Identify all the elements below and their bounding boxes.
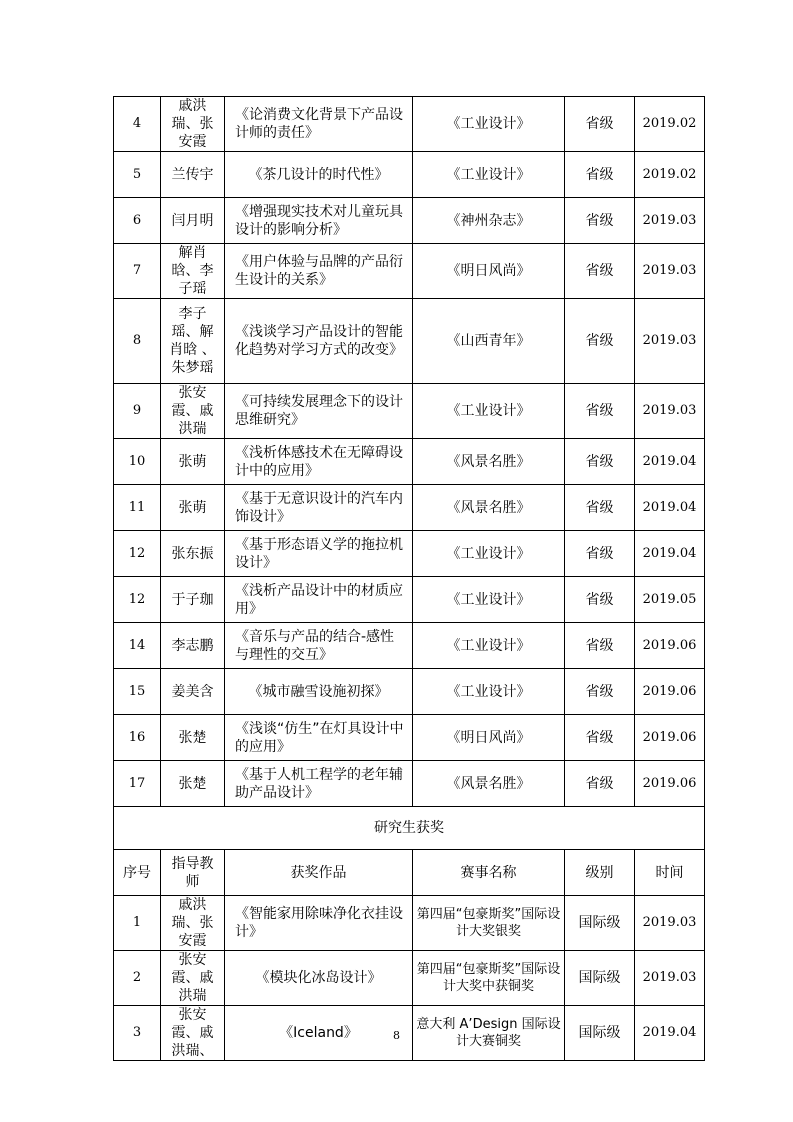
date-cell: 2019.06 bbox=[635, 669, 705, 715]
paper-row bbox=[114, 439, 705, 485]
paper-row bbox=[114, 152, 705, 198]
paper-row bbox=[114, 715, 705, 761]
date-cell: 2019.02 bbox=[635, 152, 705, 198]
award-header-row bbox=[114, 850, 705, 896]
header-no: 序号 bbox=[114, 850, 161, 896]
level-cell: 省级 bbox=[565, 439, 635, 485]
row-number: 14 bbox=[114, 623, 161, 669]
row-number: 6 bbox=[114, 198, 161, 244]
header-event: 赛事名称 bbox=[413, 850, 565, 896]
level-cell: 省级 bbox=[565, 531, 635, 577]
event-cell: 第四届“包豪斯奖”国际设计大奖银奖 bbox=[413, 896, 565, 951]
row-number: 12 bbox=[114, 531, 161, 577]
award-level-cell: 国际级 bbox=[565, 1006, 635, 1061]
level-cell: 省级 bbox=[565, 577, 635, 623]
journal-cell: 《工业设计》 bbox=[413, 97, 565, 152]
journal-cell: 《明日风尚》 bbox=[413, 715, 565, 761]
level-cell: 省级 bbox=[565, 198, 635, 244]
paper-title-cell: 《用户体验与品牌的产品衍生设计的关系》 bbox=[225, 244, 413, 299]
award-date-cell: 2019.03 bbox=[635, 951, 705, 1006]
award-row bbox=[114, 951, 705, 1006]
award-date-cell: 2019.03 bbox=[635, 896, 705, 951]
author-cell: 张楚 bbox=[161, 715, 225, 761]
paper-row bbox=[114, 384, 705, 439]
row-number: 9 bbox=[114, 384, 161, 439]
author-cell: 于子珈 bbox=[161, 577, 225, 623]
journal-cell: 《明日风尚》 bbox=[413, 244, 565, 299]
row-number: 12 bbox=[114, 577, 161, 623]
award-number: 1 bbox=[114, 896, 161, 951]
header-advisor: 指导教师 bbox=[161, 850, 225, 896]
journal-cell: 《风景名胜》 bbox=[413, 761, 565, 807]
paper-title-cell: 《基于形态语义学的拖拉机设计》 bbox=[225, 531, 413, 577]
row-number: 11 bbox=[114, 485, 161, 531]
paper-row bbox=[114, 299, 705, 384]
award-level-cell: 国际级 bbox=[565, 896, 635, 951]
level-cell: 省级 bbox=[565, 384, 635, 439]
date-cell: 2019.04 bbox=[635, 485, 705, 531]
paper-title-cell: 《城市融雪设施初探》 bbox=[225, 669, 413, 715]
level-cell: 省级 bbox=[565, 299, 635, 384]
work-cell: 《智能家用除味净化衣挂设计》 bbox=[225, 896, 413, 951]
author-cell: 解肖晗、李子瑶 bbox=[161, 244, 225, 299]
author-cell: 李志鹏 bbox=[161, 623, 225, 669]
page-number: 8 bbox=[393, 1029, 400, 1042]
row-number: 15 bbox=[114, 669, 161, 715]
paper-row bbox=[114, 97, 705, 152]
level-cell: 省级 bbox=[565, 152, 635, 198]
date-cell: 2019.03 bbox=[635, 198, 705, 244]
row-number: 10 bbox=[114, 439, 161, 485]
date-cell: 2019.06 bbox=[635, 761, 705, 807]
paper-title-cell: 《浅析体感技术在无障碍设计中的应用》 bbox=[225, 439, 413, 485]
date-cell: 2019.02 bbox=[635, 97, 705, 152]
author-cell: 戚洪瑞、张安霞 bbox=[161, 97, 225, 152]
row-number: 17 bbox=[114, 761, 161, 807]
event-cell: 第四届“包豪斯奖”国际设计大奖中获铜奖 bbox=[413, 951, 565, 1006]
author-cell: 张安霞、戚洪瑞 bbox=[161, 384, 225, 439]
author-cell: 张萌 bbox=[161, 439, 225, 485]
level-cell: 省级 bbox=[565, 761, 635, 807]
award-level-cell: 国际级 bbox=[565, 951, 635, 1006]
date-cell: 2019.03 bbox=[635, 244, 705, 299]
paper-row bbox=[114, 761, 705, 807]
section-title: 研究生获奖 bbox=[114, 807, 705, 850]
date-cell: 2019.03 bbox=[635, 299, 705, 384]
paper-row bbox=[114, 485, 705, 531]
level-cell: 省级 bbox=[565, 97, 635, 152]
journal-cell: 《神州杂志》 bbox=[413, 198, 565, 244]
level-cell: 省级 bbox=[565, 485, 635, 531]
journal-cell: 《工业设计》 bbox=[413, 384, 565, 439]
paper-title-cell: 《茶几设计的时代性》 bbox=[225, 152, 413, 198]
paper-title-cell: 《浅析产品设计中的材质应用》 bbox=[225, 577, 413, 623]
journal-cell: 《风景名胜》 bbox=[413, 485, 565, 531]
paper-title-cell: 《基于人机工程学的老年辅助产品设计》 bbox=[225, 761, 413, 807]
date-cell: 2019.06 bbox=[635, 715, 705, 761]
paper-title-cell: 《浅谈学习产品设计的智能化趋势对学习方式的改变》 bbox=[225, 299, 413, 384]
row-number: 7 bbox=[114, 244, 161, 299]
event-cell: 意大利 A’Design 国际设计大赛铜奖 bbox=[413, 1006, 565, 1061]
date-cell: 2019.04 bbox=[635, 439, 705, 485]
author-cell: 张萌 bbox=[161, 485, 225, 531]
author-cell: 李子瑶、解肖晗 、朱梦瑶 bbox=[161, 299, 225, 384]
section-header-row bbox=[114, 807, 705, 850]
journal-cell: 《山西青年》 bbox=[413, 299, 565, 384]
paper-row bbox=[114, 577, 705, 623]
paper-title-cell: 《音乐与产品的结合-感性与理性的交互》 bbox=[225, 623, 413, 669]
row-number: 4 bbox=[114, 97, 161, 152]
advisor-cell: 张安霞、戚洪瑞 bbox=[161, 951, 225, 1006]
header-level: 级别 bbox=[565, 850, 635, 896]
journal-cell: 《工业设计》 bbox=[413, 152, 565, 198]
level-cell: 省级 bbox=[565, 669, 635, 715]
work-cell: 《模块化冰岛设计》 bbox=[225, 951, 413, 1006]
award-row bbox=[114, 896, 705, 951]
level-cell: 省级 bbox=[565, 623, 635, 669]
award-number: 2 bbox=[114, 951, 161, 1006]
paper-row bbox=[114, 623, 705, 669]
level-cell: 省级 bbox=[565, 715, 635, 761]
header-date: 时间 bbox=[635, 850, 705, 896]
date-cell: 2019.06 bbox=[635, 623, 705, 669]
paper-row bbox=[114, 198, 705, 244]
achievements-table bbox=[113, 96, 705, 1061]
paper-title-cell: 《增强现实技术对儿童玩具设计的影响分析》 bbox=[225, 198, 413, 244]
award-date-cell: 2019.04 bbox=[635, 1006, 705, 1061]
paper-row bbox=[114, 669, 705, 715]
advisor-cell: 戚洪瑞、张安霞 bbox=[161, 896, 225, 951]
level-cell: 省级 bbox=[565, 244, 635, 299]
author-cell: 姜美含 bbox=[161, 669, 225, 715]
journal-cell: 《工业设计》 bbox=[413, 623, 565, 669]
award-number: 3 bbox=[114, 1006, 161, 1061]
work-cell: 《Iceland》 bbox=[225, 1006, 413, 1061]
author-cell: 张楚 bbox=[161, 761, 225, 807]
date-cell: 2019.03 bbox=[635, 384, 705, 439]
row-number: 16 bbox=[114, 715, 161, 761]
journal-cell: 《工业设计》 bbox=[413, 669, 565, 715]
paper-title-cell: 《基于无意识设计的汽车内饰设计》 bbox=[225, 485, 413, 531]
author-cell: 张东振 bbox=[161, 531, 225, 577]
date-cell: 2019.05 bbox=[635, 577, 705, 623]
advisor-cell: 张安霞、戚洪瑞、 bbox=[161, 1006, 225, 1061]
paper-row bbox=[114, 244, 705, 299]
header-work: 获奖作品 bbox=[225, 850, 413, 896]
paper-title-cell: 《论消费文化背景下产品设计师的责任》 bbox=[225, 97, 413, 152]
paper-title-cell: 《可持续发展理念下的设计思维研究》 bbox=[225, 384, 413, 439]
journal-cell: 《工业设计》 bbox=[413, 577, 565, 623]
journal-cell: 《工业设计》 bbox=[413, 531, 565, 577]
row-number: 8 bbox=[114, 299, 161, 384]
paper-row bbox=[114, 531, 705, 577]
date-cell: 2019.04 bbox=[635, 531, 705, 577]
row-number: 5 bbox=[114, 152, 161, 198]
author-cell: 闫月明 bbox=[161, 198, 225, 244]
journal-cell: 《风景名胜》 bbox=[413, 439, 565, 485]
paper-title-cell: 《浅谈“仿生”在灯具设计中的应用》 bbox=[225, 715, 413, 761]
author-cell: 兰传宇 bbox=[161, 152, 225, 198]
